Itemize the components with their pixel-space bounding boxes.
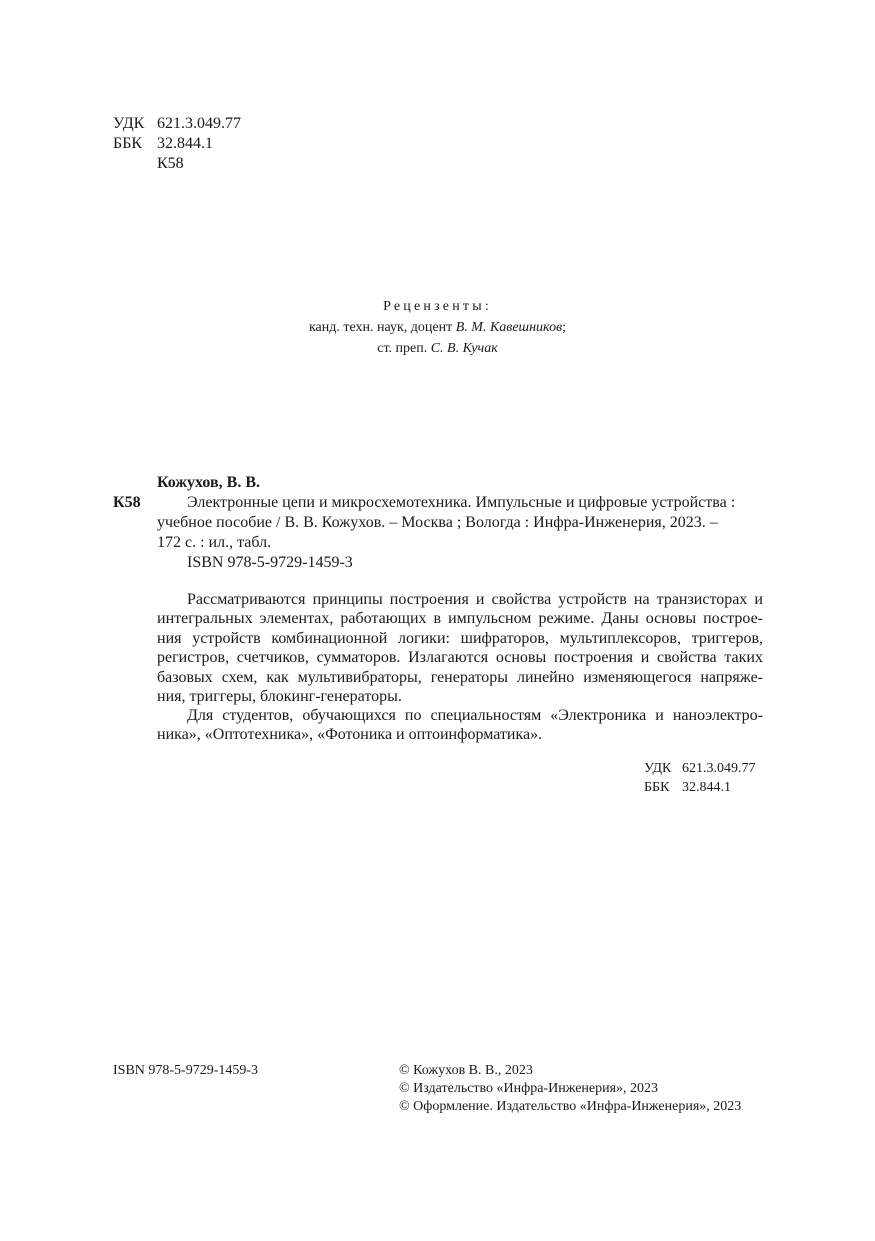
udk-row-bottom <box>644 760 756 779</box>
classification-top <box>113 114 241 174</box>
copyright-author: © Кожухов В. В., 2023 <box>399 1063 533 1078</box>
bbk-value-bottom: 32.844.1 <box>682 780 731 795</box>
classification-bottom <box>644 760 756 798</box>
abstract-line: Рассматриваются принципы построения и свойства устройств на транзисторах и <box>187 591 763 608</box>
bib-publisher-line: учебное пособие / В. В. Кожухов. – Москва ; Вологда : Инфра-Инженерия, 2023. – <box>157 514 718 531</box>
udk-label: УДК <box>113 115 145 132</box>
author-mark: К58 <box>113 494 141 511</box>
copyright-block <box>399 1062 741 1116</box>
abstract-paragraph-1 <box>157 590 763 706</box>
reviewers-block <box>0 298 875 358</box>
bib-isbn-line: ISBN 978-5-9729-1459-3 <box>187 554 353 571</box>
reviewer-2 <box>0 340 875 358</box>
bbk-value: 32.844.1 <box>157 135 213 152</box>
bbk-label: ББК <box>113 135 143 152</box>
udk-label-bottom: УДК <box>644 761 672 776</box>
bbk-row-bottom <box>644 779 756 798</box>
reviewer-1: канд. техн. наук, доцент В. М. Кавешников; <box>308 320 567 335</box>
abstract-line: базовых схем, как мультивибраторы, генераторы линейно изменяющегося напряже- <box>157 668 763 686</box>
reviewer-2-name: С. В. Кучак <box>430 341 498 356</box>
footer-isbn: ISBN 978-5-9729-1459-3 <box>113 1063 259 1078</box>
reviewer-1-name: В. М. Кавешников <box>455 320 563 335</box>
abstract-line: регистров, счетчиков, сумматоров. Излагаются основы построения и свойства таких <box>157 649 763 667</box>
bbk-row <box>113 134 241 154</box>
reviewers-heading: Рецензенты: <box>383 299 492 314</box>
copyright-design: © Оформление. Издательство «Инфра-Инженерия», 2023 <box>399 1099 742 1114</box>
bbk-label-bottom: ББК <box>644 780 670 795</box>
abstract-line: интегральных элементах, работающих в импульсном режиме. Даны основы построе- <box>157 610 763 628</box>
udk-value-bottom: 621.3.049.77 <box>682 761 756 776</box>
udk-row <box>113 114 241 134</box>
reviewer-2-title: ст. преп. <box>377 341 431 356</box>
author-mark-row <box>113 154 241 174</box>
author-heading: Кожухов, В. В. <box>157 474 260 491</box>
audience-line: Для студентов, обучающихся по специальностям «Электроника и наноэлектро- <box>187 707 763 724</box>
author-mark-top: К58 <box>157 155 184 172</box>
abstract-paragraph-2 <box>157 706 763 745</box>
audience-line: ника», «Оптотехника», «Фотоника и оптоинформатика». <box>157 726 543 744</box>
udk-value: 621.3.049.77 <box>157 115 241 132</box>
copyright-publisher: © Издательство «Инфра-Инженерия», 2023 <box>399 1081 659 1096</box>
reviewer-1-title: канд. техн. наук, доцент <box>308 320 456 335</box>
bib-extent-line: 172 с. : ил., табл. <box>157 534 272 551</box>
abstract-line: ния, триггеры, блокинг-генераторы. <box>157 687 402 705</box>
abstract-line: ния устройств комбинационной логики: шифраторов, мультиплексоров, триггеров, <box>157 629 763 647</box>
bib-title-line: Электронные цепи и микросхемотехника. Импульсные и цифровые устройства : <box>187 494 736 511</box>
